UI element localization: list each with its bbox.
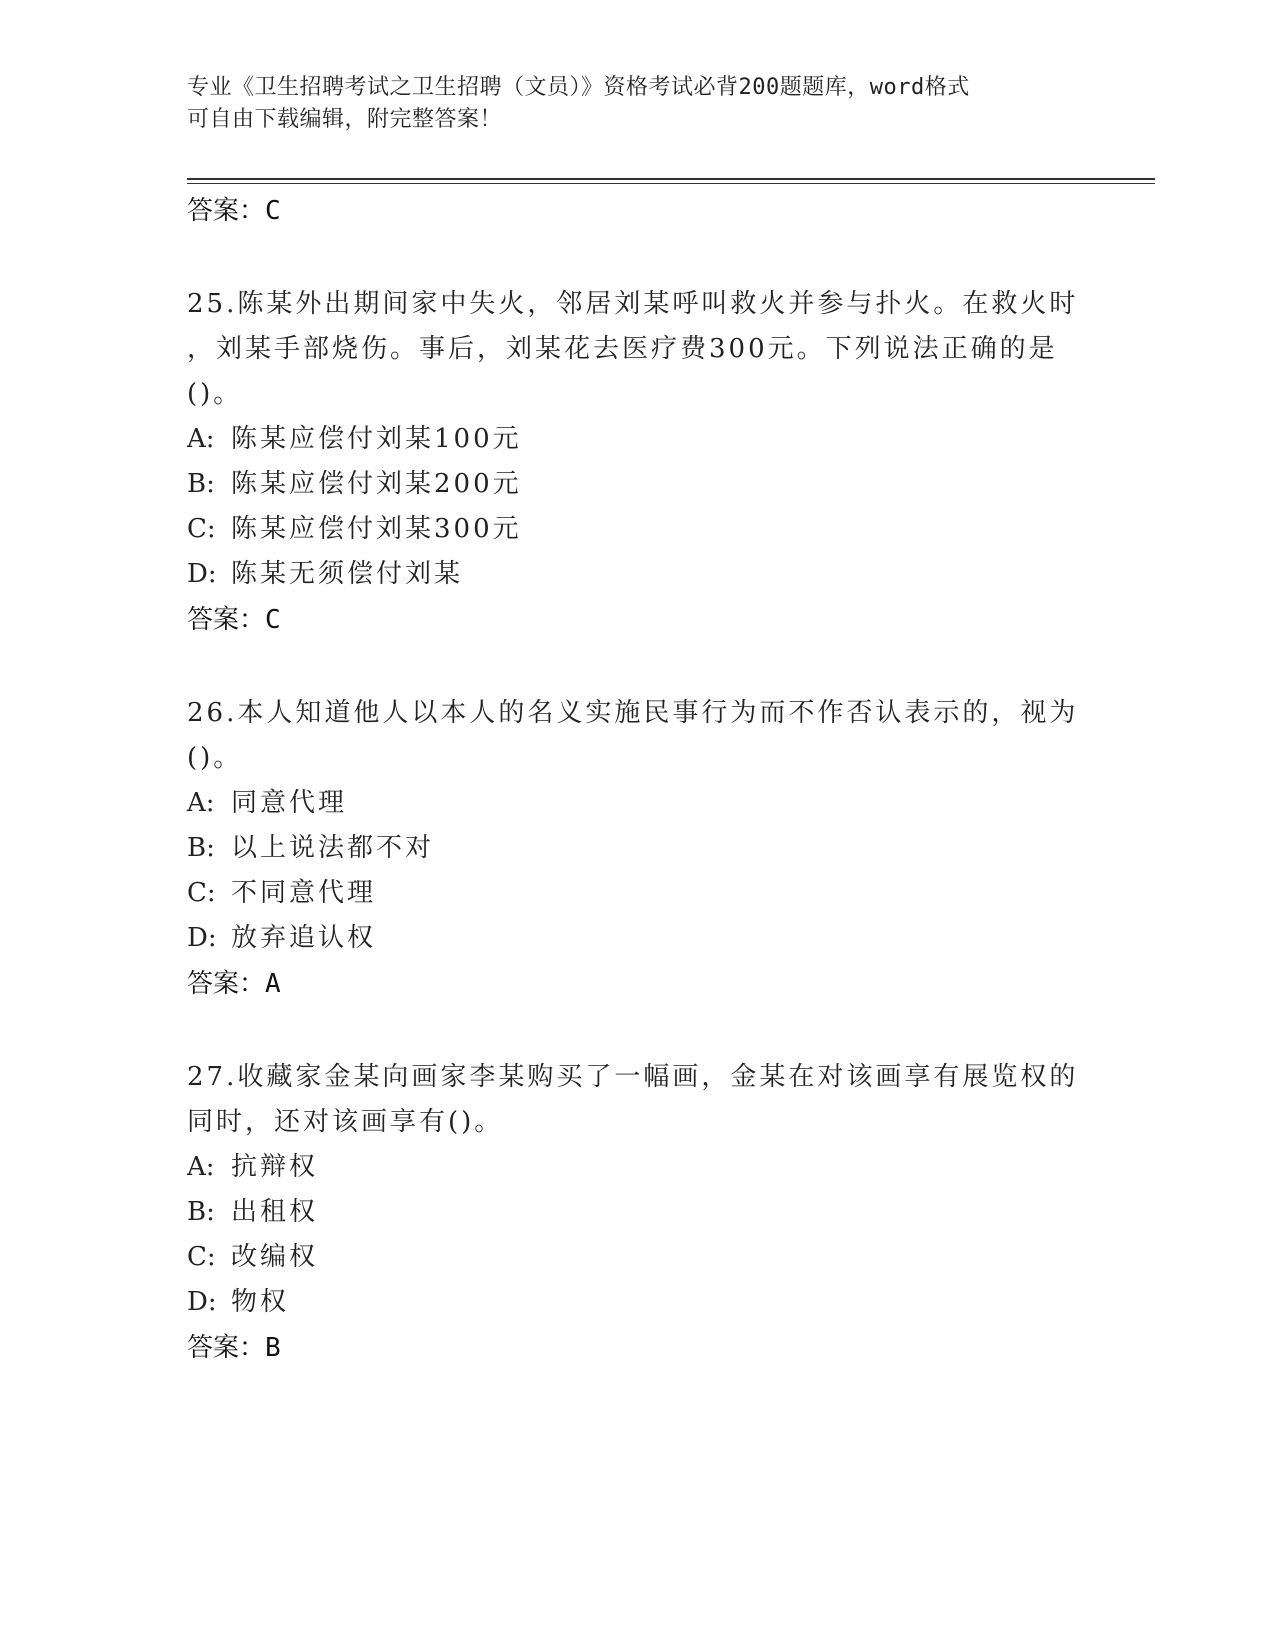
option-text: 陈某无须偿付刘某 [231,559,464,589]
question-text-line: 27.收藏家金某向画家李某购买了一幅画，金某在对该画享有展览权的 [187,1062,1079,1092]
question-25 [187,282,1087,643]
answer-label: 答案： [187,1333,266,1363]
option-c [187,1235,1087,1280]
header-line-1: 专业《卫生招聘考试之卫生招聘（文员）》资格考试必背200题题库，word格式 [187,75,970,100]
option-key: C: [187,1242,216,1272]
option-key: C: [187,514,216,544]
option-a [187,417,1087,462]
option-text: 放弃追认权 [231,923,377,953]
option-key: D: [187,923,217,953]
option-key: D: [187,559,217,589]
option-b [187,826,1087,871]
option-d [187,552,1087,597]
option-d [187,1280,1087,1325]
answer-value: A [265,969,281,999]
header-divider-thin [187,183,1155,184]
option-b [187,462,1087,507]
option-c [187,507,1087,552]
answer-label: 答案： [187,196,266,226]
question-text-line: ()。 [187,743,243,773]
question-text-line: 同时，还对该画享有()。 [187,1107,504,1137]
question-answer [187,961,1087,1007]
option-text: 以上说法都不对 [231,833,435,863]
header-divider-thick [187,178,1155,180]
answer-value: C [265,605,281,635]
option-key: B: [187,469,215,499]
option-text: 出租权 [231,1197,319,1227]
question-text-line: 26.本人知道他人以本人的名义实施民事行为而不作否认表示的，视为 [187,698,1079,728]
answer-label: 答案： [187,605,266,635]
answer-value: B [265,1333,281,1363]
option-text: 物权 [231,1287,290,1317]
document-body [187,188,1087,1371]
option-key: D: [187,1287,217,1317]
answer-value: C [265,196,281,226]
option-text: 不同意代理 [231,878,377,908]
option-key: A: [187,424,215,454]
question-26 [187,691,1087,1007]
option-text: 抗辩权 [231,1152,319,1182]
option-text: 陈某应偿付刘某300元 [231,514,522,544]
option-a [187,1145,1087,1190]
answer-label: 答案： [187,969,266,999]
option-key: A: [187,1152,215,1182]
option-c [187,871,1087,916]
option-a [187,781,1087,826]
option-text: 陈某应偿付刘某100元 [231,424,522,454]
option-text: 陈某应偿付刘某200元 [231,469,522,499]
header-line-2: 可自由下载编辑，附完整答案！ [187,107,503,132]
option-key: B: [187,1197,215,1227]
question-text-line: 25.陈某外出期间家中失火，邻居刘某呼叫救火并参与扑火。在救火时 [187,289,1079,319]
option-b [187,1190,1087,1235]
option-text: 改编权 [231,1242,319,1272]
previous-answer [187,188,1087,234]
option-text: 同意代理 [231,788,348,818]
question-answer [187,1325,1087,1371]
question-answer [187,597,1087,643]
document-header [187,72,1067,136]
option-key: A: [187,788,215,818]
question-27 [187,1055,1087,1371]
option-d [187,916,1087,961]
question-text-line: ()。 [187,379,243,409]
question-text-line: ，刘某手部烧伤。事后，刘某花去医疗费300元。下列说法正确的是 [187,334,1058,364]
option-key: B: [187,833,215,863]
option-key: C: [187,878,216,908]
